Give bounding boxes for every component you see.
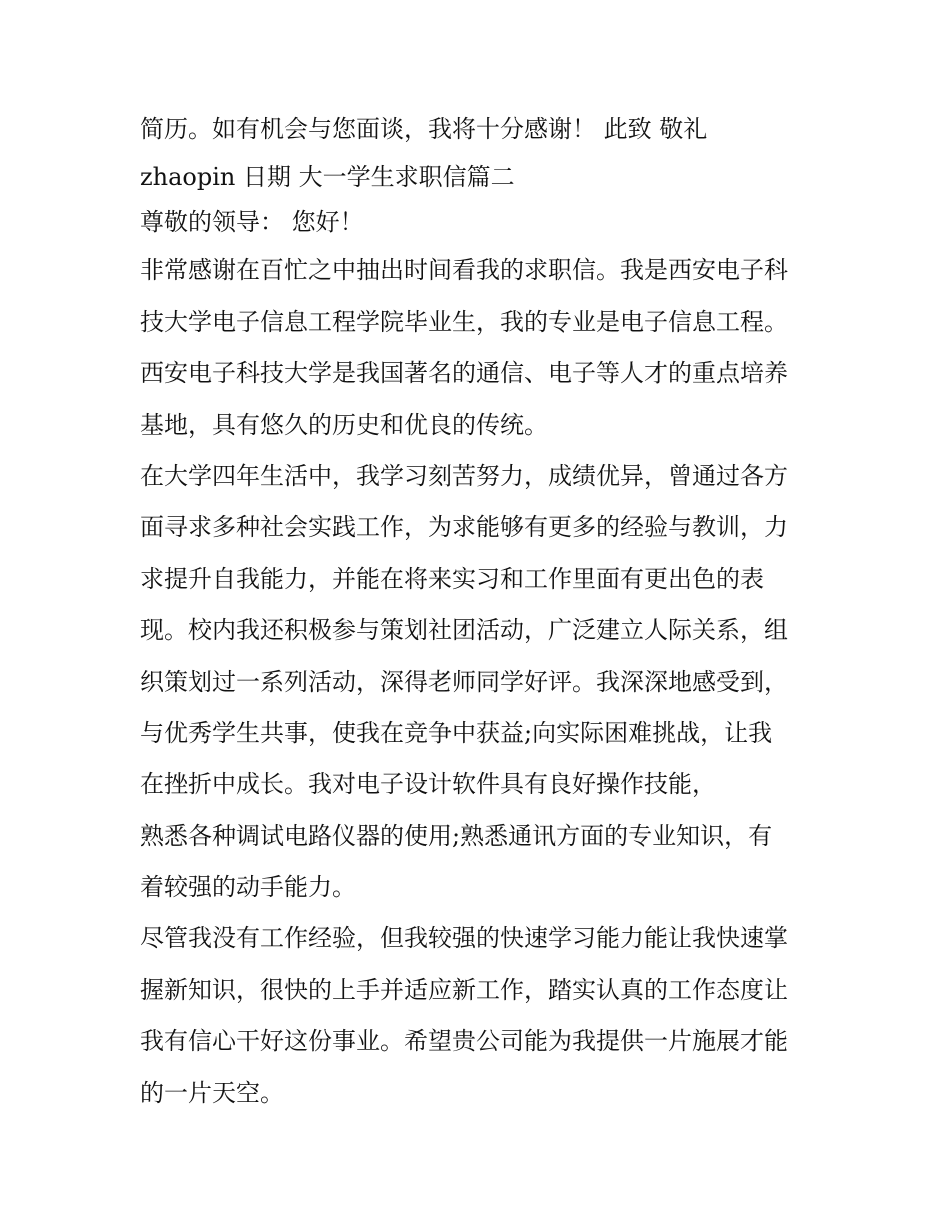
text-line-20: 的一片天空。	[140, 1078, 284, 1107]
letter-body	[140, 104, 830, 1119]
text-line-3: 尊敬的领导： 您好！	[140, 208, 364, 237]
text-line-9: 面寻求多种社会实践工作，为求能够有更多的经验与教训，力	[140, 513, 788, 542]
text-line-5: 技大学电子信息工程学院毕业生，我的专业是电子信息工程。	[140, 307, 788, 336]
text-line-13: 与优秀学生共事，使我在竞争中获益;向实际困难挑战，让我	[140, 718, 773, 747]
text-line-11: 现。校内我还积极参与策划社团活动，广泛建立人际关系，组	[140, 616, 788, 645]
text-line-18: 握新知识，很快的上手并适应新工作，踏实认真的工作态度让	[140, 975, 788, 1004]
text-line-8: 在大学四年生活中，我学习刻苦努力，成绩优异，曾通过各方	[140, 461, 788, 490]
text-line-17: 尽管我没有工作经验，但我较强的快速学习能力能让我快速掌	[140, 924, 788, 953]
text-line-19: 我有信心干好这份事业。希望贵公司能为我提供一片施展才能	[140, 1027, 788, 1056]
text-line-7: 基地，具有悠久的历史和优良的传统。	[140, 410, 548, 439]
text-line-15: 熟悉各种调试电路仪器的使用;熟悉通讯方面的专业知识，有	[140, 821, 773, 850]
text-line-14: 在挫折中成长。我对电子设计软件具有良好操作技能，	[140, 770, 716, 799]
text-line-1: 简历。如有机会与您面谈，我将十分感谢！ 此致 敬礼	[140, 115, 708, 143]
text-line-16: 着较强的动手能力。	[140, 873, 356, 902]
text-line-6: 西安电子科技大学是我国著名的通信、电子等人才的重点培养	[140, 359, 788, 388]
text-line-4: 非常感谢在百忙之中抽出时间看我的求职信。我是西安电子科	[140, 256, 788, 285]
text-line-12: 织策划过一系列活动，深得老师同学好评。我深深地感受到，	[140, 667, 788, 696]
text-line-2: zhaopin 日期 大一学生求职信篇二	[140, 163, 515, 192]
text-line-10: 求提升自我能力，并能在将来实习和工作里面有更出色的表	[140, 564, 764, 593]
